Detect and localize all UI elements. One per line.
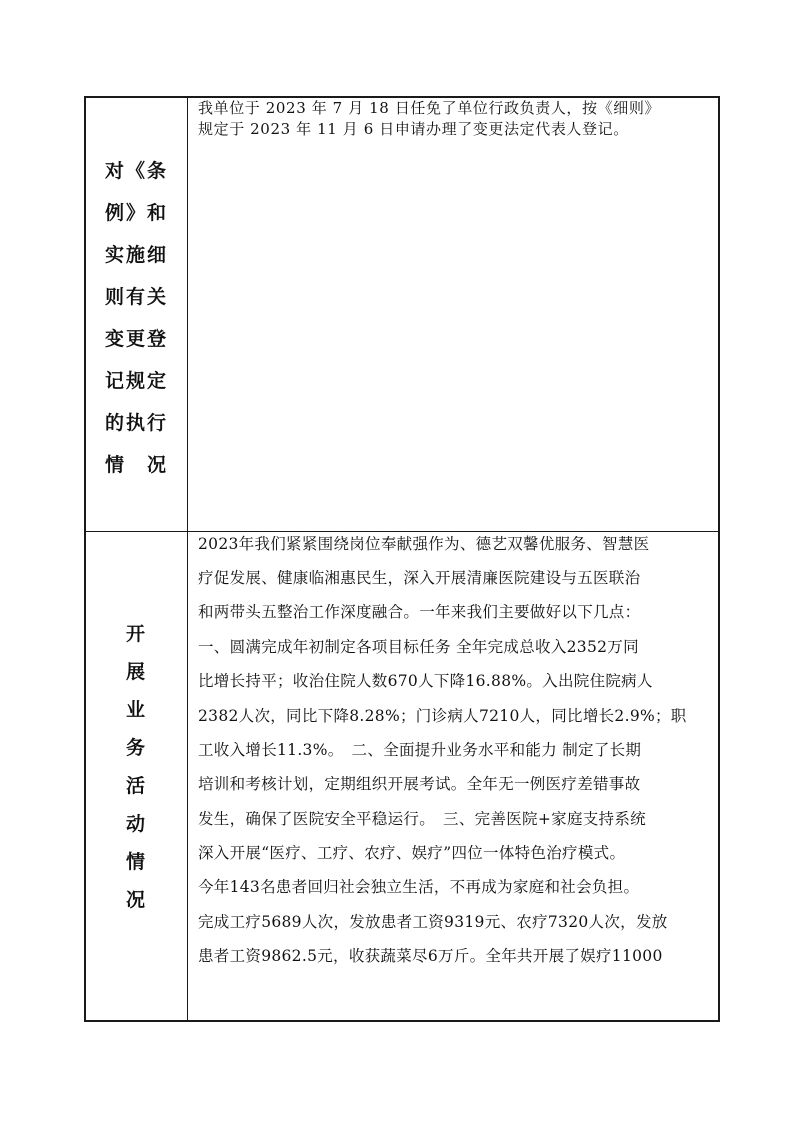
- table-row-business-activities: [86, 532, 718, 1020]
- label-line: 实施细: [104, 244, 168, 266]
- row-label-change-registration: [86, 98, 188, 531]
- content-line: 患者工资9862.5元，收获蔬菜尽6万斤。全年共开展了娱疗11000: [198, 947, 663, 965]
- content-line: 2023年我们紧紧围绕岗位奉献强作为、德艺双馨优服务、智慧医: [198, 535, 650, 553]
- label-line: 务: [125, 737, 147, 759]
- row-label-business-activities: [86, 532, 188, 1020]
- content-line: 2382人次，同比下降8.28%；门诊病人7210人，同比增长2.9%；职: [198, 707, 687, 725]
- content-line: 发生，确保了医院安全平稳运行。 三、完善医院+家庭支持系统: [198, 810, 646, 828]
- content-line: 完成工疗5689人次，发放患者工资9319元、农疗7320人次，发放: [198, 913, 668, 931]
- label-line: 变更登: [104, 328, 168, 350]
- report-table: [84, 96, 720, 1022]
- label-line: 例》和: [104, 202, 168, 224]
- content-paragraph: [198, 98, 718, 140]
- content-line: 比增长持平；收治住院人数670人下降16.88%。入出院住院病人: [198, 672, 653, 690]
- label-line: 情 况: [104, 454, 168, 476]
- content-line: 一、圆满完成年初制定各项目标任务 全年完成总收入2352万同: [198, 638, 639, 656]
- label-line: 展: [125, 661, 147, 683]
- label-line: 情: [125, 851, 147, 873]
- row-content-change-registration: [188, 98, 718, 531]
- row-content-business-activities: [188, 532, 718, 1020]
- table-row-change-registration: [86, 98, 718, 532]
- label-line: 业: [125, 699, 147, 721]
- content-line: 疗促发展、健康临湘惠民生，深入开展清廉医院建设与五医联治: [198, 569, 641, 587]
- label-line: 开: [125, 623, 147, 645]
- label-line: 况: [125, 889, 147, 911]
- content-line: 深入开展“医疗、工疗、农疗、娱疗”四位一体特色治疗模式。: [198, 844, 626, 862]
- label-line: 动: [125, 813, 147, 835]
- label-line: 对《条: [104, 160, 168, 182]
- content-line: 我单位于 2023 年 7 月 18 日任免了单位行政负责人，按《细则》: [198, 99, 661, 117]
- content-line: 培训和考核计划，定期组织开展考试。全年无一例医疗差错事故: [198, 775, 641, 793]
- content-line: 今年143名患者回归社会独立生活，不再成为家庭和社会负担。: [198, 878, 640, 896]
- label-line: 的执行: [104, 412, 168, 434]
- label-line: 记规定: [104, 370, 168, 392]
- content-line: 和两带头五整治工作深度融合。一年来我们主要做好以下几点：: [198, 603, 641, 621]
- label-line: 则有关: [104, 286, 168, 308]
- label-line: 活: [125, 775, 147, 797]
- content-line: 规定于 2023 年 11 月 6 日申请办理了变更法定代表人登记。: [198, 120, 629, 138]
- content-line: 工收入增长11.3%。 二、全面提升业务水平和能力 制定了长期: [198, 741, 642, 759]
